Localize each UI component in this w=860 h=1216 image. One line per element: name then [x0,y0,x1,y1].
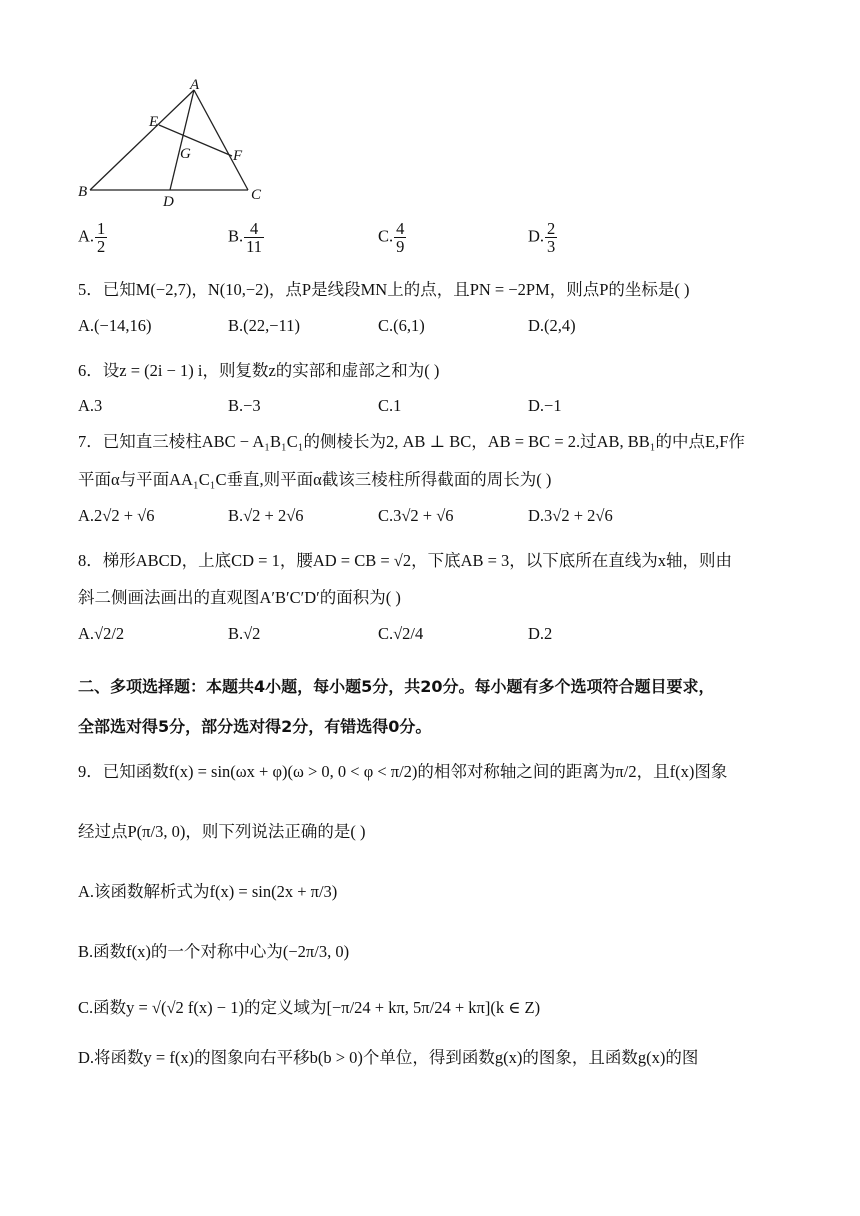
q7-option-c[interactable]: C.3√2 + √6 [378,506,454,525]
section2-heading-line1: 二、多项选择题：本题共4小题，每小题5分，共20分。每小题有多个选项符合题目要求， [78,677,715,696]
q8-option-a[interactable]: A.√2/2 [78,624,125,643]
q9-option-a[interactable]: A.该函数解析式为f(x) = sin(2x + π/3) [78,882,338,901]
label-b: B [78,184,88,200]
q4-option-c[interactable]: C. $\frac{4}{9}$ [378,219,405,257]
q7-option-d[interactable]: D.3√2 + 2√6 [528,506,613,525]
q9-stem-line2: 经过点P(π/3, 0)，则下列说法正确的是( ) [78,822,366,841]
q6-stem: 6．设z = (2i − 1) i，则复数z的实部和虚部之和为( ) [78,361,440,380]
q7-stem-line1: 7．已知直三棱柱ABC − A₁B₁C₁的侧棱长为2, AB ⊥ BC，AB = BC = 2.过AB, BB₁的中点E,F作 [78,432,745,451]
label-c: C [251,187,262,203]
q6-option-b[interactable]: B.−3 [228,396,261,415]
segment-ad [170,90,194,190]
label-d: D [163,194,174,208]
q6-option-a[interactable]: A.3 [78,396,103,415]
label-f: F [233,148,243,164]
q4-option-b[interactable]: B. $\frac{4}{11}$ [228,219,263,257]
q8-stem-line1: 8．梯形ABCD，上底CD = 1，腰AD = CB = √2，下底AB = 3，以下底所在直线为x轴，则由 [78,551,733,570]
q5-option-b[interactable]: B.(22,−11) [228,316,300,335]
q4-option-a[interactable]: A. $\frac{1}{2}$ [78,219,106,257]
q9-option-d[interactable]: D.将函数y = f(x)的图象向右平移b(b > 0)个单位，得到函数g(x)的图象，且函数g(x)的图 [78,1048,699,1067]
q5-stem: 5．已知M(−2,7)，N(10,−2)，点P是线段MN上的点，且PN = −2PM，则点P的坐标是( ) [78,280,690,299]
q5-option-c[interactable]: C.(6,1) [378,316,425,335]
segment-ac [194,90,248,190]
q9-stem-line1: 9．已知函数f(x) = sin(ωx + φ)(ω > 0, 0 < φ < π/2)的相邻对称轴之间的距离为π/2，且f(x)图象 [78,762,728,781]
q6-option-c[interactable]: C.1 [378,396,402,415]
q5-option-a[interactable]: A.(−14,16) [78,316,152,335]
q6-option-d[interactable]: D.−1 [528,396,562,415]
q9-option-b[interactable]: B.函数f(x)的一个对称中心为(−2π/3, 0) [78,942,350,961]
section2-heading-line2: 全部选对得5分，部分选对得2分，有错选得0分。 [78,717,432,736]
q7-stem-line2: 平面α与平面AA₁C₁C垂直,则平面α截该三棱柱所得截面的周长为( ) [78,470,552,489]
triangle-figure [72,76,272,208]
q8-option-b[interactable]: B.√2 [228,624,261,643]
q9-option-c[interactable]: C.函数y = √(√2 f(x) − 1)的定义域为[−π/24 + kπ, 5π/24 + kπ](k ∈ Z) [78,998,541,1017]
q8-option-c[interactable]: C.√2/4 [378,624,424,643]
label-e: E [149,114,159,130]
q4-option-d[interactable]: D. $\frac{2}{3}$ [528,219,556,257]
segment-ab [90,90,194,190]
q8-option-d[interactable]: D.2 [528,624,553,643]
label-a: A [190,77,200,93]
label-g: G [180,146,191,162]
q8-stem-line2: 斜二侧画法画出的直观图A′B′C′D′的面积为( ) [78,588,401,607]
q7-option-b[interactable]: B.√2 + 2√6 [228,506,304,525]
q7-option-a[interactable]: A.2√2 + √6 [78,506,155,525]
q5-option-d[interactable]: D.(2,4) [528,316,576,335]
